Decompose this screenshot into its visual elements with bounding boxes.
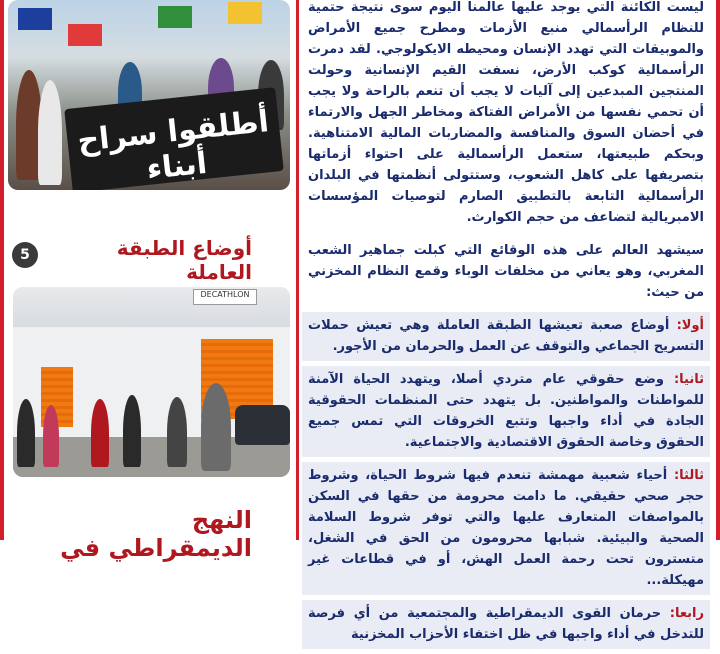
flag-shape — [228, 2, 262, 24]
section-title: أوضاع الطبقة العاملة — [116, 236, 252, 284]
article-paragraph — [302, 0, 710, 232]
crowd-figure — [167, 397, 187, 467]
protest-banner — [64, 87, 284, 190]
paragraph-lead: أولا: — [676, 318, 704, 333]
flag-shape — [158, 6, 192, 28]
paragraph-lead: ثالثا: — [673, 468, 704, 483]
flag-shape — [68, 24, 102, 46]
banner-text: أطلقوا سراح أبناء — [75, 104, 271, 187]
paragraph-text: حرمان القوى الديمقراطية والمجتمعية من أي فرصة للتدخل في أداء واجبها في ظل اختفاء الأحزاب المخزنية — [308, 606, 704, 642]
article-paragraph — [302, 312, 710, 361]
article-paragraph — [302, 600, 710, 649]
page-number-badge: 5 — [12, 242, 38, 268]
crowd-figure — [43, 405, 59, 467]
paragraph-lead: رابعا: — [669, 606, 704, 621]
paragraph-text: أوضاع صعبة تعيشها الطبقة العاملة وهي تعيش حملات التسريح الجماعي والتوقف عن العمل والحرمان من الأجور. — [308, 318, 704, 354]
protest-photo — [8, 0, 290, 190]
parked-car — [235, 405, 290, 445]
paragraph-lead: ثانيا: — [673, 372, 704, 387]
page-frame-right — [716, 0, 720, 540]
paragraph-text: ليست الكائنة التي يوجد عليها عالمنا اليوم سوى نتيجة حتمية للنظام الرأسمالي منبع الأزمات ومطرح جميع الأمراض والموبيقات التي تهدد الإنسان ومحيطه الايكولوجي. لقد دمرت الرأسمالية كوكب الأرض، نسفت القيم الإنسانية وحولت المنتجين المبدعين إلى آليات لا يجب أن تنعم بالراحة ولا يجب أن تحمي نفسها من الأمراض الفتاكة ومخاطر الجهل والارتماء في أحضان السوق والمنافسة والمضاربات المالية الامتناهية. وبحكم طبيعتها، ستعمل الرأسمالية على احتواء أزماتها بتصريفها على كاهل الشعوب، وستتولى أنظمتها في البلدان الرأسمالية التابعة بالتطبيق الصارم لتوصيات المؤسسات الامبريالية لتضاعف من حجم الكوارث. — [308, 0, 704, 225]
paragraph-text: وضع حقوقي عام متردي أصلا، ويتهدد الحياة الآمنة للمواطنات والمواطنين. بل يتهدد حتى المنظمات الحقوقية الجادة في أداء واجبها وتتبع الخروقات التي تمس جميع الحقوق وخاصة الحقوق الاقتصادية والاجتماعية. — [308, 372, 704, 450]
crowd-figure — [38, 80, 62, 185]
article-paragraph — [302, 237, 710, 307]
article-paragraph — [302, 462, 710, 595]
flag-shape — [18, 8, 52, 30]
next-section-title: النهج الديمقراطي في — [60, 506, 252, 562]
crowd-figure — [91, 399, 109, 467]
store-sign: DECATHLON — [193, 289, 257, 305]
article-body — [302, 0, 710, 654]
crowd-figure — [17, 399, 35, 467]
paragraph-text: أحياء شعبية مهمشة تنعدم فيها شروط الحياة، وشروط حجر صحي حقيقي. ما دامت محرومة من حقها في السكن بالمواصفات المتعارف عليها والتي توفر شروط السلامة الصحية والبيئية. شبابها محرومون من الحق في الشغل، متسترون تحت رحمة العمل الهش، أو في قطاعات غير مهيكلة... — [308, 468, 704, 588]
crowd-figure — [123, 395, 141, 467]
factory-photo — [13, 287, 290, 477]
column-divider — [296, 0, 299, 540]
page-frame-left — [0, 0, 4, 540]
article-paragraph — [302, 366, 710, 457]
paragraph-text: سيشهد العالم على هذه الوقائع التي كبلت جماهير الشعب المغربي، وهو يعاني من مخلفات الوباء وقمع النظام المخزني من حيث: — [308, 243, 704, 300]
crowd-figure — [201, 383, 231, 471]
